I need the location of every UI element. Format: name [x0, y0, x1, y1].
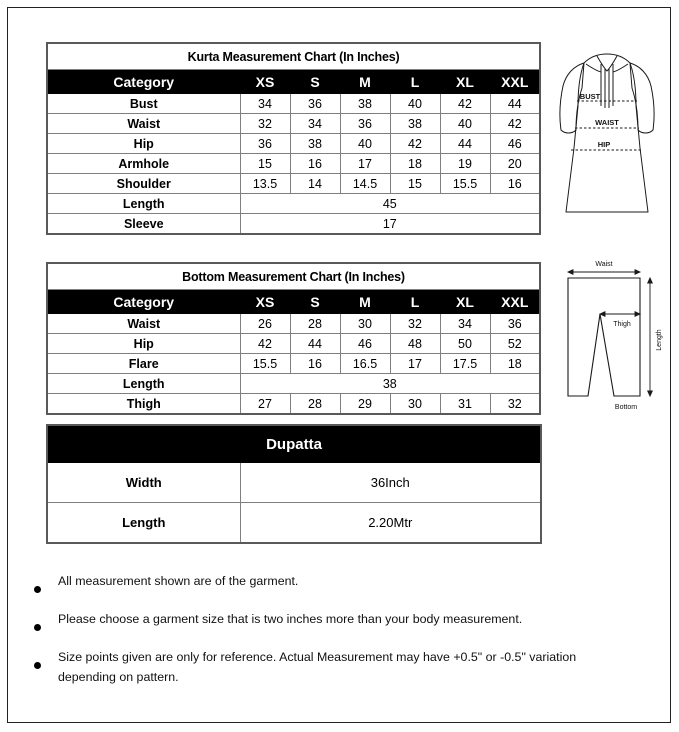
kurta-cell: 20 [490, 154, 540, 174]
kurta-cell: 18 [390, 154, 440, 174]
kurta-cell: 40 [390, 94, 440, 114]
kurta-cell: 17 [340, 154, 390, 174]
bottom-cell: 16.5 [340, 354, 390, 374]
bottom-header-xs: XS [240, 290, 290, 314]
bottom-row-label: Thigh [47, 394, 240, 415]
bottom-cell: 15.5 [240, 354, 290, 374]
bottom-cell: 32 [390, 314, 440, 334]
bottom-cell: 31 [440, 394, 490, 415]
bottom-header-category: Category [47, 290, 240, 314]
kurta-cell: 40 [340, 134, 390, 154]
kurta-cell: 15 [390, 174, 440, 194]
kurta-cell: 13.5 [240, 174, 290, 194]
kurta-cell: 46 [490, 134, 540, 154]
dupatta-row-label: Length [47, 503, 240, 544]
kurta-cell: 16 [490, 174, 540, 194]
dupatta-title-row [47, 425, 541, 463]
bottom-label-waist: Waist [595, 261, 613, 268]
table-row [47, 374, 540, 394]
bottom-cell: 30 [390, 394, 440, 415]
kurta-row-label: Armhole [47, 154, 240, 174]
kurta-cell: 42 [490, 114, 540, 134]
bottom-header-xl: XL [440, 290, 490, 314]
note-text: All measurement shown are of the garment. [58, 574, 299, 588]
bottom-cell: 18 [490, 354, 540, 374]
kurta-cell: 34 [290, 114, 340, 134]
bullet-icon [34, 662, 41, 669]
kurta-row-label: Sleeve [47, 214, 240, 235]
dupatta-cell: 2.20Mtr [240, 503, 541, 544]
dupatta-row-label: Width [47, 463, 240, 503]
bottom-merged-cell: 38 [240, 374, 540, 394]
table-row [47, 174, 540, 194]
bullet-icon [34, 586, 41, 593]
kurta-title: Kurta Measurement Chart (In Inches) [47, 43, 540, 70]
kurta-cell: 14 [290, 174, 340, 194]
bottom-row-label: Hip [47, 334, 240, 354]
bottom-cell: 17 [390, 354, 440, 374]
table-row [47, 114, 540, 134]
bottom-cell: 16 [290, 354, 340, 374]
bottom-measurement-table [46, 262, 541, 415]
kurta-cell: 32 [240, 114, 290, 134]
bottom-cell: 26 [240, 314, 290, 334]
bottom-header-row [47, 290, 540, 314]
kurta-cell: 15 [240, 154, 290, 174]
kurta-cell: 36 [290, 94, 340, 114]
bottom-cell: 28 [290, 394, 340, 415]
dupatta-cell: 36Inch [240, 463, 541, 503]
bottom-header-xxl: XXL [490, 290, 540, 314]
kurta-header-xs: XS [240, 70, 290, 94]
bottom-title-row [47, 263, 540, 290]
bottom-title: Bottom Measurement Chart (In Inches) [47, 263, 540, 290]
kurta-cell: 42 [440, 94, 490, 114]
kurta-merged-cell: 17 [240, 214, 540, 235]
bottom-header-l: L [390, 290, 440, 314]
kurta-cell: 19 [440, 154, 490, 174]
bottom-header-s: S [290, 290, 340, 314]
dupatta-table [46, 424, 542, 544]
bottom-label-bottom: Bottom [614, 404, 638, 411]
kurta-row-label: Bust [47, 94, 240, 114]
bottom-cell: 44 [290, 334, 340, 354]
kurta-cell: 16 [290, 154, 340, 174]
kurta-cell: 44 [490, 94, 540, 114]
kurta-cell: 44 [440, 134, 490, 154]
kurta-cell: 14.5 [340, 174, 390, 194]
kurta-illustration [552, 44, 662, 224]
bottom-cell: 48 [390, 334, 440, 354]
list-item [28, 572, 608, 591]
kurta-header-l: L [390, 70, 440, 94]
kurta-header-row [47, 70, 540, 94]
bottom-row-label: Length [47, 374, 240, 394]
notes-list [28, 572, 608, 706]
bottom-label-length: Length [656, 329, 663, 351]
kurta-cell: 38 [390, 114, 440, 134]
table-row [47, 154, 540, 174]
bottom-row-label: Waist [47, 314, 240, 334]
kurta-merged-cell: 45 [240, 194, 540, 214]
table-row [47, 503, 541, 544]
bottom-cell: 28 [290, 314, 340, 334]
note-text: Size points given are only for reference. Actual Measurement may have +0.5" or -0.5" variation depending on pattern. [58, 650, 577, 684]
kurta-row-label: Length [47, 194, 240, 214]
bottom-cell: 36 [490, 314, 540, 334]
bottom-cell: 17.5 [440, 354, 490, 374]
bottom-row-label: Flare [47, 354, 240, 374]
kurta-label-waist: WAIST [595, 118, 619, 127]
kurta-cell: 38 [340, 94, 390, 114]
bottom-cell: 30 [340, 314, 390, 334]
bullet-icon [34, 624, 41, 631]
bottom-cell: 42 [240, 334, 290, 354]
bottom-cell: 32 [490, 394, 540, 415]
table-row [47, 94, 540, 114]
bottom-cell: 52 [490, 334, 540, 354]
list-item [28, 610, 608, 629]
kurta-title-row [47, 43, 540, 70]
kurta-cell: 42 [390, 134, 440, 154]
bottom-cell: 50 [440, 334, 490, 354]
kurta-label-hip: HIP [597, 140, 611, 149]
kurta-header-xl: XL [440, 70, 490, 94]
list-item [28, 648, 608, 686]
kurta-cell: 15.5 [440, 174, 490, 194]
bottom-cell: 34 [440, 314, 490, 334]
kurta-cell: 38 [290, 134, 340, 154]
table-row [47, 463, 541, 503]
kurta-measurement-table [46, 42, 541, 235]
table-row [47, 194, 540, 214]
kurta-label-bust: BUST [579, 92, 601, 101]
note-text: Please choose a garment size that is two inches more than your body measurement. [58, 612, 523, 627]
bottom-illustration [556, 254, 668, 414]
table-row [47, 394, 540, 415]
table-row [47, 354, 540, 374]
kurta-cell: 36 [340, 114, 390, 134]
bottom-cell: 29 [340, 394, 390, 415]
kurta-row-label: Shoulder [47, 174, 240, 194]
kurta-cell: 34 [240, 94, 290, 114]
table-row [47, 214, 540, 235]
kurta-header-s: S [290, 70, 340, 94]
dupatta-title: Dupatta [47, 425, 541, 463]
bottom-cell: 46 [340, 334, 390, 354]
table-row [47, 314, 540, 334]
kurta-cell: 36 [240, 134, 290, 154]
bottom-header-m: M [340, 290, 390, 314]
table-row [47, 134, 540, 154]
kurta-row-label: Hip [47, 134, 240, 154]
kurta-header-category: Category [47, 70, 240, 94]
kurta-row-label: Waist [47, 114, 240, 134]
kurta-header-xxl: XXL [490, 70, 540, 94]
bottom-cell: 27 [240, 394, 290, 415]
kurta-cell: 40 [440, 114, 490, 134]
bottom-label-thigh: Thigh [613, 321, 631, 328]
kurta-header-m: M [340, 70, 390, 94]
table-row [47, 334, 540, 354]
